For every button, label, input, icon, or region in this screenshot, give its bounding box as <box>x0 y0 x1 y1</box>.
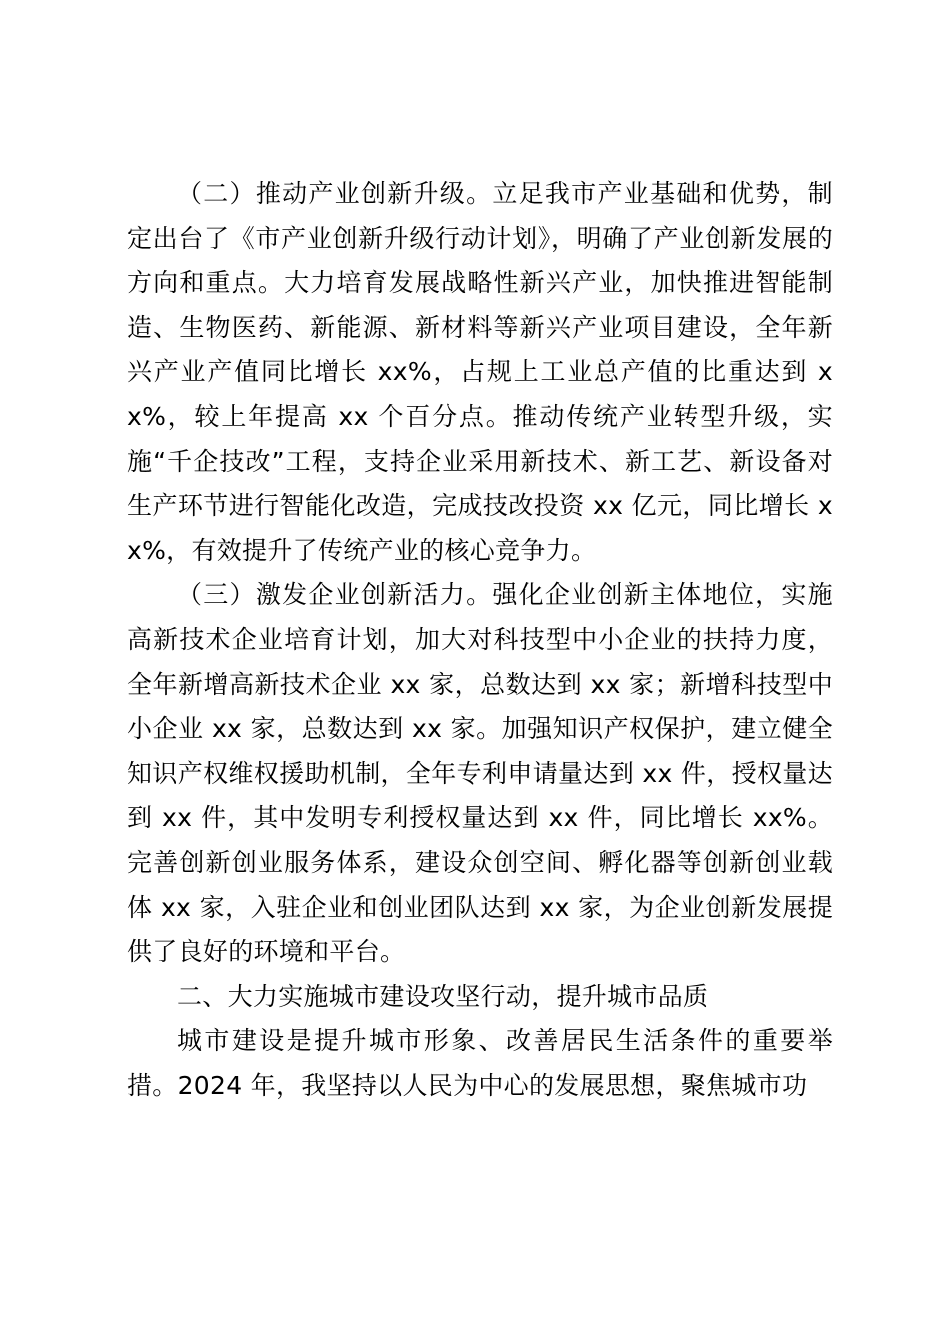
paragraph-enterprise-innovation: （三）激发企业创新活力。强化企业创新主体地位，实施高新技术企业培育计划，加大对科技型中小企业的扶持力度，全年新增高新技术企业 xx 家，总数达到 xx 家；新增科技型中小企业 xx 家，总数达到 xx 家。加强知识产权保护，建立健全知识产权维权援助机制，全年专利申请量达到 xx 件，授权量达到 xx 件，其中发明专利授权量达到 xx 件，同比增长 xx%。完善创新创业服务体系，建设众创空间、孵化器等创新创业载体 xx 家，入驻企业和创业团队达到 xx 家，为企业创新发展提供了良好的环境和平台。 <box>127 580 833 967</box>
paragraph-urban-construction-intro: 城市建设是提升城市形象、改善居民生活条件的重要举措。2024 年，我坚持以人民为中心的发展思想，聚焦城市功 <box>127 1026 833 1100</box>
document-body <box>127 172 833 1108</box>
paragraph-industry-upgrade: （二）推动产业创新升级。立足我市产业基础和优势，制定出台了《市产业创新升级行动计划》，明确了产业创新发展的方向和重点。大力培育发展战略性新兴产业，加快推进智能制造、生物医药、新能源、新材料等新兴产业项目建设，全年新兴产业产值同比增长 xx%，占规上工业总产值的比重达到 xx%，较上年提高 xx 个百分点。推动传统产业转型升级，实施“千企技改”工程，支持企业采用新技术、新工艺、新设备对生产环节进行智能化改造，完成技改投资 xx 亿元，同比增长 xx%，有效提升了传统产业的核心竞争力。 <box>127 179 833 565</box>
section-heading-urban-construction: 二、大力实施城市建设攻坚行动，提升城市品质 <box>177 981 709 1011</box>
